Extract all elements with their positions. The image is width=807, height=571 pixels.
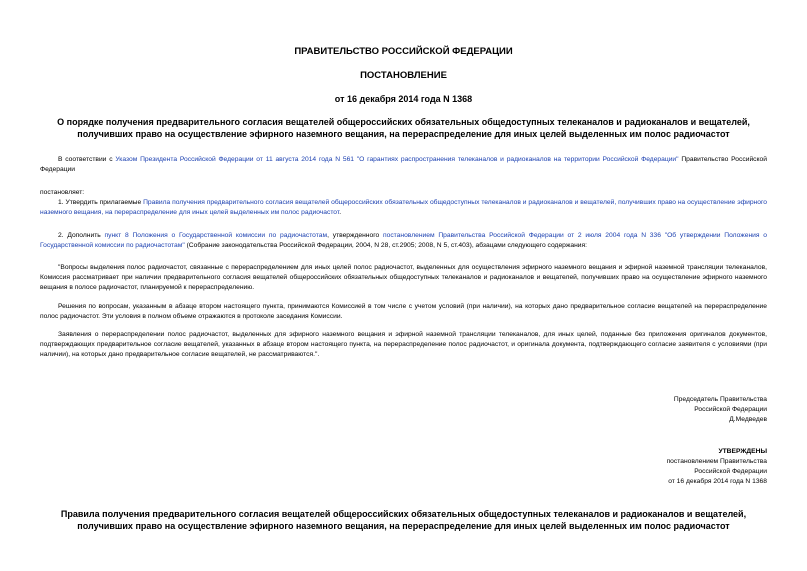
approval-line-2: постановлением Правительства (666, 458, 767, 465)
decree-link[interactable]: Указом Президента Российской Федерации от 11 августа 2014 года N 561 "О гарантиях распространения телеканалов и радиоканалов на территории Российской Федерации" (115, 156, 679, 163)
paragraph-quote-1: "Вопросы выделения полос радиочастот, связанные с перераспределением для иных целей полос радиочастот, выделенных для осуществления эфирного наземного вещания и эфирной наземной трансляции телеканалов, Комиссия рассматривает при наличии предварительного согласия вещателей общероссийских обязательных общедоступных телеканалов и радиоканалов и вещателей, получивших право на осуществление эфирного наземного вещания в полосе радиочастот, планируемой к перераспределению. (40, 264, 767, 291)
preamble-suffix: Правительство Российской Федерации (40, 156, 767, 173)
paragraph-quote-3: Заявления о перераспределении полос радиочастот, выделенных для эфирного наземного вещания и эфирной наземной трансляции телеканалов, для иных целей, поданные без приложения оригиналов документов, подтверждающих предварительное согласие вещателей, указанных в абзаце втором настоящего пункта, на перераспределение полос радиочастот, и оригинала документа, подтверждающего согласие заявителя с условиями (при наличии), на которых дано предварительное согласие вещателей, не рассматриваются.". (40, 331, 767, 358)
approval-line-4: от 16 декабря 2014 года N 1368 (668, 478, 767, 485)
regulation-point-link[interactable]: пункт 8 Положения о Государственной комиссии по радиочастотам (104, 232, 328, 239)
approval-heading: УТВЕРЖДЕНЫ (718, 448, 767, 455)
signature-name: Д.Медведев (729, 416, 767, 423)
document-title: О порядке получения предварительного согласия вещателей общероссийских обязательных общедоступных телеканалов и радиоканалов и вещателей, получивших право на осуществление эфирного наземного вещания, на перераспределение для иных целей выделенных им полос радиочастот (57, 117, 750, 139)
paragraph-resolves: постановляет: (40, 189, 85, 196)
document-date-number: от 16 декабря 2014 года N 1368 (334, 94, 473, 104)
document-type: ПОСТАНОВЛЕНИЕ (360, 70, 447, 81)
rules-title: Правила получения предварительного согласия вещателей общероссийских обязательных общедоступных телеканалов и радиоканалов и вещателей, получивших право на осуществление эфирного наземного вещания, на перераспределение для иных целей выделенных им полос радиочастот (60, 509, 747, 531)
paragraph-item-1 (40, 198, 767, 218)
preamble-prefix: В соответствии с (58, 156, 116, 163)
signature-position: Председатель Правительства (673, 396, 767, 403)
government-heading: ПРАВИТЕЛЬСТВО РОССИЙСКОЙ ФЕДЕРАЦИИ (294, 46, 513, 57)
signature-country: Российской Федерации (694, 406, 767, 413)
approval-line-3: Российской Федерации (694, 468, 767, 475)
item2-suffix: (Собрание законодательства Российской Федерации, 2004, N 28, ст.2905; 2008, N 5, ст.403), абзацами следующего содержания: (184, 242, 587, 249)
item2-middle: , утвержденного (327, 232, 383, 239)
item1-prefix: 1. Утвердить прилагаемые (58, 199, 144, 206)
paragraph-preamble (40, 155, 767, 175)
paragraph-quote-2: Решения по вопросам, указанным в абзаце втором настоящего пункта, принимаются Комиссией в том числе с учетом условий (при наличии), на которых дано предварительное согласие вещателей на перераспределение полос радиочастот. Эти условия в полном объеме отражаются в протоколе заседания Комиссии. (40, 303, 767, 320)
item1-suffix: . (339, 209, 342, 216)
resolution-336-link[interactable]: постановлением Правительства Российской Федерации от 2 июля 2004 года N 336 "Об утверждении Положения о Государственной комиссии по радиочастотам" (40, 232, 767, 249)
rules-link[interactable]: Правила получения предварительного согласия вещателей общероссийских обязательных общедоступных телеканалов и радиоканалов и вещателей, получивших право на осуществление эфирного наземного вещания, на перераспределение для иных целей выделенных им полос радиочастот (40, 199, 767, 216)
item2-prefix: 2. Дополнить (58, 232, 105, 239)
approval-block (667, 447, 767, 487)
paragraph-item-2 (40, 231, 767, 251)
signature-block (674, 395, 767, 425)
